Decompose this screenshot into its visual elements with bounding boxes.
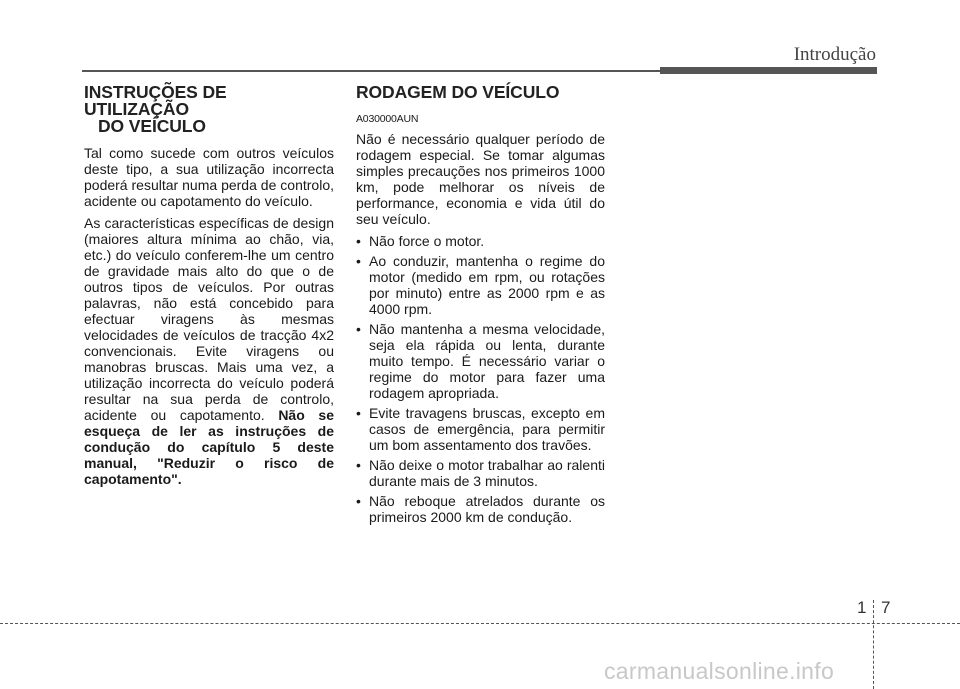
left-column <box>84 84 334 493</box>
header-rule-bar <box>660 67 877 74</box>
page-number: 7 <box>881 598 891 617</box>
paragraph-usage-intro: Tal como sucede com outros veículos deste tipo, a sua utilização incorrecta poderá resultar numa perda de controlo, acidente ou capotamento do veículo. <box>84 145 334 209</box>
heading-line-2: DO VEÍCULO <box>98 116 206 136</box>
list-item: • Não force o motor. <box>356 233 605 249</box>
list-item: • Ao conduzir, mantenha o regime do motor (medido em rpm, ou rotações por minuto) entre as 2000 rpm e as 4000 rpm. <box>356 253 605 317</box>
header-rule <box>82 70 660 72</box>
list-item: • Não deixe o motor trabalhar ao ralenti durante mais de 3 minutos. <box>356 457 605 489</box>
right-column <box>356 84 605 529</box>
paragraph-break-in-intro: Não é necessário qualquer período de rodagem especial. Se tomar algumas simples precauções nos primeiros 1000 km, pode melhorar os níveis de performance, economia e vida útil do seu veículo. <box>356 131 605 227</box>
watermark: carmanualsonline.info <box>604 658 835 684</box>
paragraph-usage-warning: Não se esqueça de ler as instruções de condução do capítulo 5 deste manual, "Reduzir o risco de capotamento". <box>84 407 334 487</box>
section-heading-break-in: RODAGEM DO VEÍCULO <box>356 82 560 102</box>
break-in-list <box>356 233 605 525</box>
paragraph-usage-details <box>84 215 334 487</box>
paragraph-usage-text: As características específicas de design (maiores altura mínima ao chão, via, etc.) do veículo conferem-lhe um centro de gravidade mais alto do que o de outros tipos de veículos. Por outras palavras, não está concebido para efectuar viragens às mesmas velocidades de veículos de tracção 4x2 convencionais. Evite viragens ou manobras bruscas. Mais uma vez, a utilização incorrecta do veículo poderá resultar na sua perda de controlo, acidente ou capotamento. <box>84 215 334 423</box>
list-item: • Evite travagens bruscas, excepto em casos de emergência, para permitir um bom assentamento dos travões. <box>356 405 605 453</box>
heading-line-1: INSTRUÇÕES DE UTILIZAÇÃO <box>84 82 227 119</box>
chapter-number: 1 <box>857 598 867 617</box>
list-item: • Não reboque atrelados durante os primeiros 2000 km de condução. <box>356 493 605 525</box>
chapter-title: Introdução <box>793 44 876 65</box>
section-code: A030000AUN <box>356 113 419 125</box>
list-item: • Não mantenha a mesma velocidade, seja ela rápida ou lenta, durante muito tempo. É necessário variar o regime do motor para fazer uma rodagem apropriada. <box>356 321 605 401</box>
section-heading-usage <box>84 84 334 135</box>
footer-divider <box>873 600 874 689</box>
footer-rule <box>0 623 960 624</box>
